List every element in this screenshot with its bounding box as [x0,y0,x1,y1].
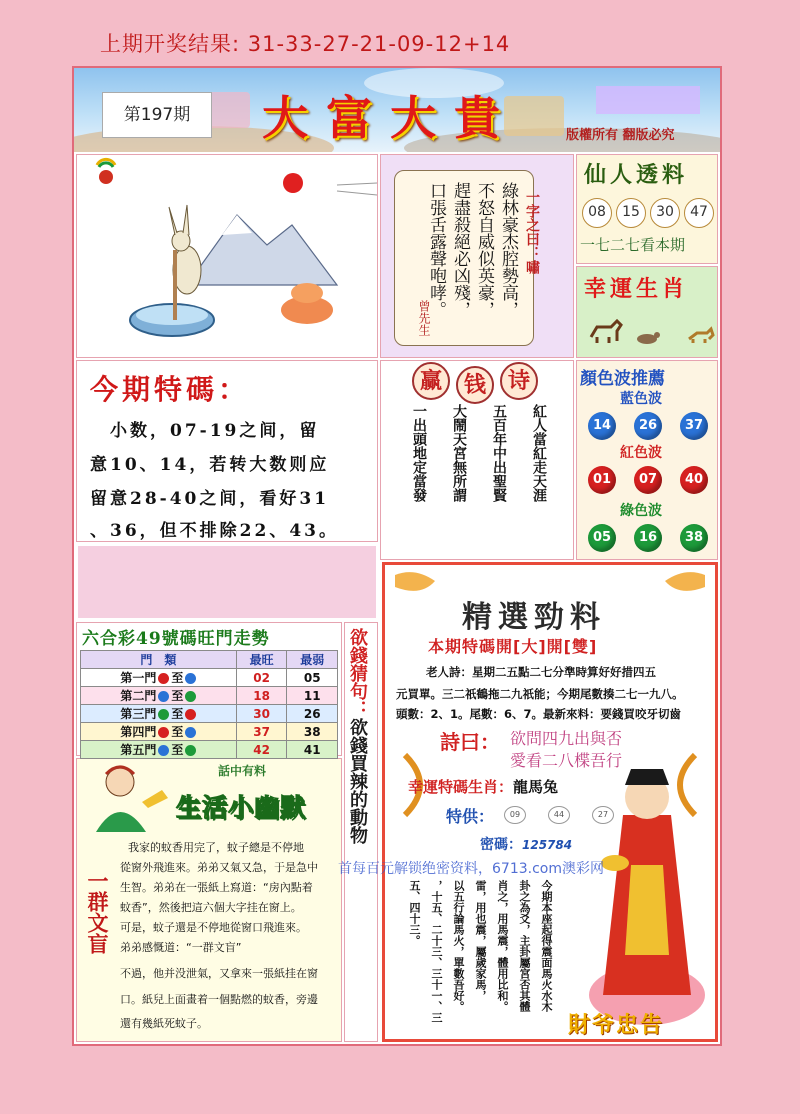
old-man-cartoon [82,762,174,834]
special-code-line: 小数，07-19之间，留 [110,421,320,441]
immortal-title: 仙人透料 [584,162,689,188]
ball-dot-icon [158,745,169,756]
illustration-panel [76,154,378,358]
ball-dot-icon [158,709,169,720]
door-header: 最弱 [287,651,338,669]
win-poem-column: 大鬧天宮無所謂 [451,404,467,502]
door-range: 至 [171,725,184,739]
riddle-text [346,628,368,844]
password-line [480,834,572,854]
ball-dot-icon [185,673,196,684]
selection-ad-column: 卦之為爻，主卦屬宮否其體 [518,880,531,1012]
special-code-line: 意10、14，若转大数则应 [90,455,330,475]
password-value: 125784 [522,838,573,852]
selection-line: 老人詩：星期二五點二七分準時算好好措四五 [426,665,656,679]
door-header: 門 類 [81,651,237,669]
wave-ball: 01 [588,466,616,494]
riddle-head: 欲錢猜句： [347,628,368,718]
immortal-number: 30 [650,198,680,228]
ball-dot-icon [158,691,169,702]
selection-ad-column: ，十五、二十三、三十一、三 [430,880,443,1023]
blurred-region [78,546,376,618]
selection-line: 頭數：2、1。尾數：6、7。最新來料：要錢買咬牙切齒 [396,707,682,721]
humor-side-title: 一群文盲 [85,870,110,954]
selection-ad-column: 五、四十三。 [408,880,421,946]
humor-line: 從窗外飛進來。弟弟又氣又急，于是急中 [120,861,318,874]
wave-ball: 38 [680,524,708,552]
door-range: 至 [171,671,184,685]
door-max-cell: 37 [236,723,287,741]
zodiac-line [408,776,558,797]
humor-line: 生智。弟弟在一張紙上寫道：“房內點着 [120,881,313,894]
wave-ball: 05 [588,524,616,552]
zodiac-label: 幸運特碼生肖： [408,778,514,796]
special-code-line: 留意28-40之间，看好31 [90,489,330,509]
watermark-text: 首每百元解锁绝密资料，6713.com澳彩网 [338,861,604,877]
supply-number: 09 [504,806,526,824]
ball-dot-icon [158,727,169,738]
selection-ad-column: 肖之，用馬震，體用比和。 [496,880,509,1012]
poem-column: 口張舌露聲咆哮。 [426,182,446,318]
selection-subtitle: 本期特碼開[大]開[雙] [428,637,598,656]
win-poem-title-char: 赢 [412,362,450,400]
door-name: 第二門 [120,689,157,703]
poem-column: 不怒自威似英豪， [474,182,494,318]
door-table-body [81,669,338,759]
humor-line: 還有幾紙死蚊子。 [120,1017,208,1030]
wave-ball: 37 [680,412,708,440]
humor-line: 弟弟感慨道：“一群文盲” [120,941,242,954]
ball-dot-icon [185,745,196,756]
supply-number: 27 [592,806,614,824]
selection-poem-label: 詩曰： [440,730,500,754]
selection-ad-column: 今期本座起得震面馬火水木 [540,880,553,1012]
door-name-cell [81,687,237,705]
riddle-body: 欲錢買辣的動物 [347,718,368,844]
door-name-cell [81,741,237,759]
door-trend-table [80,650,338,759]
selection-poem-line: 愛看二八楪吾行 [510,751,623,770]
immortal-number: 15 [616,198,646,228]
wave-label: 藍色波 [620,391,662,407]
poem-keyword-tag: 一字之曰：嘯 [524,190,540,274]
supply-number: 44 [548,806,570,824]
door-name: 第一門 [120,671,157,685]
selection-ad-column: 以五行論馬火，單數吾好。 [452,880,465,1012]
door-min-cell: 41 [287,741,338,759]
supply-label: 特供： [446,807,495,826]
ball-dot-icon [158,673,169,684]
door-trend-title: 六合彩49號碼旺門走勢 [82,629,270,649]
password-label: 密碼： [480,837,522,853]
zodiac-value: 龍馬兔 [513,778,559,796]
door-name-cell [81,705,237,723]
wave-ball: 26 [634,412,662,440]
wealth-god-caption: 財爷忠告 [568,1012,665,1038]
wave-ball: 07 [634,466,662,494]
wave-label: 綠色波 [620,503,662,519]
door-max-cell: 42 [236,741,287,759]
door-name: 第四門 [120,725,157,739]
win-poem-title-char: 诗 [500,362,538,400]
humor-line: 可是，蚊子還是不停地從窗口飛進來。 [120,921,307,934]
door-min-cell: 05 [287,669,338,687]
humor-line: 口。紙兒上面畫着一個點燃的蚊香，旁邊 [120,993,318,1006]
poem-column: 綠林豪杰腔勢高， [498,182,518,318]
table-row [81,669,338,687]
door-max-cell: 18 [236,687,287,705]
door-name: 第五門 [120,743,157,757]
door-range: 至 [171,707,184,721]
table-row [81,705,338,723]
wave-label: 紅色波 [620,445,662,461]
copyright-notice: 版權所有 翻版必究 [566,128,675,143]
immortal-number: 08 [582,198,612,228]
door-name: 第三門 [120,707,157,721]
win-poem-title-char: 钱 [456,366,494,404]
door-header: 最旺 [236,651,287,669]
win-poem-column: 一出頭地定當發 [411,404,427,502]
poem-author: 曾先生 [417,300,431,336]
special-code-title: 今期特碼： [90,373,251,406]
door-name-cell [81,669,237,687]
humor-line: 我家的蚊香用完了，蚊子總是不停地 [128,841,304,854]
door-max-cell: 02 [236,669,287,687]
ball-dot-icon [185,727,196,738]
door-min-cell: 38 [287,723,338,741]
lucky-zodiac-title: 幸運生肖 [584,276,689,302]
immortal-number: 47 [684,198,714,228]
immortal-note: 一七二七看本期 [580,236,686,254]
poem-column: 趕盡殺絕必凶殘， [450,182,470,318]
selection-title: 精選勁料 [462,600,606,635]
special-code-line: 、36，但不排除22、43。 [90,521,339,541]
humor-line: 不過，他并没泄氣，又拿來一張紙挂在窗 [120,967,318,980]
wave-ball: 16 [634,524,662,552]
door-max-cell: 30 [236,705,287,723]
table-row [81,687,338,705]
humor-subtitle: 話中有料 [218,764,267,778]
brand-title: 大富大貴 [262,91,518,145]
door-min-cell: 26 [287,705,338,723]
wave-ball: 40 [680,466,708,494]
table-row [81,723,338,741]
rabbit-illustration [77,155,377,357]
selection-ad-column: 雷，用也震，屬歲家馬， [474,880,487,1001]
issue-number-box: 第197期 [102,92,212,138]
win-poem-column: 紅人當紅走天涯 [531,404,547,502]
last-result-line: 上期开奖结果: 31-33-27-21-09-12+14 [100,32,511,56]
door-range: 至 [171,743,184,757]
humor-line: 蚊香”，然後把這六個大字挂在窗上。 [120,901,302,914]
selection-line: 元買單。三二祇鶴拖二九祇能；今期尾數揍二七一九八。 [396,687,684,701]
ball-dot-icon [185,691,196,702]
table-row [81,741,338,759]
wave-ball: 14 [588,412,616,440]
ball-dot-icon [185,709,196,720]
color-wave-title: 顏色波推薦 [580,369,665,389]
win-poem-column: 五百年中出聖賢 [491,404,507,502]
blurred-region [596,86,700,114]
humor-title: 生活小幽默 [176,793,307,822]
door-min-cell: 11 [287,687,338,705]
door-name-cell [81,723,237,741]
selection-poem-line: 欲問四九出與否 [510,729,623,748]
door-range: 至 [171,689,184,703]
